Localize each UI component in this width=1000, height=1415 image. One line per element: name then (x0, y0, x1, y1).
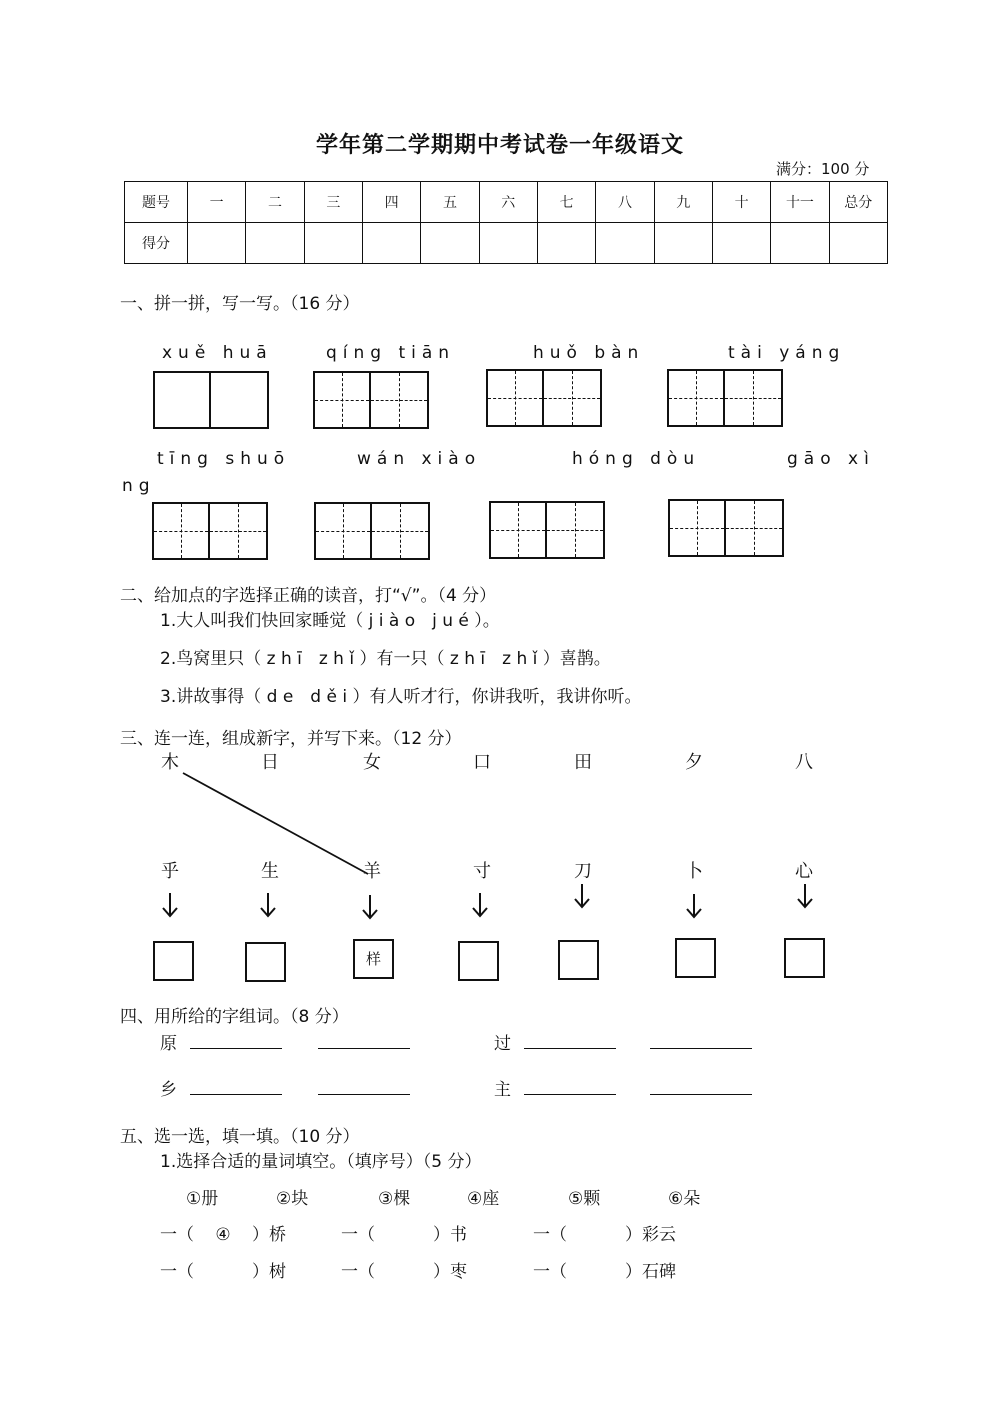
answer-box[interactable] (153, 941, 194, 981)
fill-prefix: 一（ (341, 1225, 375, 1245)
given-char: 主 (494, 1080, 511, 1100)
section3-heading: 三、连一连，组成新字，并写下来。（12 分） (120, 729, 462, 749)
full-score: 满分：100 分 (776, 160, 870, 178)
score-table-col: 总分 (829, 182, 887, 223)
pinyin-label: huǒ bàn (533, 343, 645, 363)
page-title: 学年第二学期期中考试卷一年级语文 (315, 133, 684, 158)
top-char[interactable]: 女 (363, 752, 381, 773)
option: ④座 (467, 1189, 500, 1209)
top-char[interactable]: 日 (261, 752, 279, 773)
fill-item (160, 1220, 286, 1245)
score-table-col: 一 (188, 182, 246, 223)
fill-item (533, 1257, 676, 1282)
word-row (494, 1075, 752, 1100)
fill-suffix: ）桥 (252, 1225, 286, 1245)
score-table-col: 四 (362, 182, 420, 223)
fill-item (341, 1257, 467, 1282)
down-arrow-icon (258, 893, 278, 919)
score-table-col: 十 (712, 182, 770, 223)
given-char: 乡 (160, 1080, 177, 1100)
fill-blank[interactable]: ④ (215, 1225, 231, 1245)
answer-line[interactable] (190, 1076, 282, 1095)
fill-prefix: 一（ (341, 1262, 375, 1282)
fill-item (160, 1257, 286, 1282)
fill-prefix: 一（ (160, 1262, 194, 1282)
given-char: 原 (160, 1034, 177, 1054)
score-table-col: 七 (537, 182, 595, 223)
pinyin-label: wán xiào (357, 449, 482, 469)
down-arrow-icon (160, 893, 180, 919)
option: ③棵 (378, 1189, 411, 1209)
answer-line[interactable] (650, 1030, 752, 1049)
score-table-col: 六 (479, 182, 537, 223)
down-arrow-icon (572, 884, 592, 910)
fill-suffix: ）枣 (433, 1262, 467, 1282)
score-table-col: 十一 (771, 182, 829, 223)
answer-box[interactable] (784, 938, 825, 978)
score-table-col: 九 (654, 182, 712, 223)
pinyin-label: xuě huā (162, 343, 273, 363)
down-arrow-icon (470, 893, 490, 919)
fill-suffix: ）石碑 (625, 1262, 676, 1282)
section4-heading: 四、用所给的字组词。（8 分） (120, 1007, 349, 1027)
top-char[interactable]: 木 (161, 752, 179, 773)
top-char[interactable]: 夕 (685, 752, 703, 773)
answer-line[interactable] (318, 1030, 410, 1049)
section2-heading: 二、给加点的字选择正确的读音，打“√”。（4 分） (120, 586, 497, 606)
bottom-char[interactable]: 寸 (473, 861, 491, 882)
pinyin-label: qíng tiān (326, 343, 456, 363)
pinyin-label: gāo xì (787, 449, 875, 469)
pinyin-label: tài yáng (728, 343, 846, 363)
question-2-3: 3.讲故事得（ d e d ě i ）有人听才行，你讲我听，我讲你听。 (160, 687, 642, 707)
section1-heading: 一、拼一拼，写一写。（16 分） (120, 294, 360, 314)
bottom-char[interactable]: 乎 (161, 861, 179, 882)
answer-line[interactable] (190, 1030, 282, 1049)
top-char[interactable]: 八 (795, 752, 813, 773)
top-char[interactable]: 口 (473, 752, 491, 773)
answer-box[interactable] (675, 938, 716, 978)
bottom-char[interactable]: 生 (261, 861, 279, 882)
down-arrow-icon (795, 884, 815, 910)
score-table-col: 八 (596, 182, 654, 223)
fill-item (341, 1220, 467, 1245)
question-2-1: 1.大人叫我们快回家睡觉（ j i à o j u é ）。 (160, 611, 500, 631)
fill-suffix: ）树 (252, 1262, 286, 1282)
fill-suffix: ）书 (433, 1225, 467, 1245)
fill-suffix: ）彩云 (625, 1225, 676, 1245)
top-char[interactable]: 田 (574, 752, 592, 773)
score-table-score-label: 得分 (125, 223, 188, 264)
bottom-char[interactable]: 羊 (363, 861, 381, 882)
bottom-char[interactable]: 卜 (685, 861, 703, 882)
bottom-char[interactable]: 刀 (574, 861, 592, 882)
pinyin-label: hóng dòu (572, 449, 701, 469)
fill-item (533, 1220, 676, 1245)
down-arrow-icon (360, 895, 380, 921)
score-table-col: 三 (304, 182, 362, 223)
score-table-col: 二 (246, 182, 304, 223)
score-table-header-label: 题号 (125, 182, 188, 223)
answer-box[interactable] (458, 941, 499, 981)
word-row (494, 1029, 752, 1054)
down-arrow-icon (684, 894, 704, 920)
option: ⑤颗 (568, 1189, 601, 1209)
answer-line[interactable] (650, 1076, 752, 1095)
option: ②块 (276, 1189, 309, 1209)
answer-box[interactable] (558, 940, 599, 980)
section5-heading: 五、选一选，填一填。（10 分） (120, 1127, 360, 1147)
question-2-2: 2.鸟窝里只（ z h ī z h ǐ ）有一只（ z h ī z h ǐ ）喜鹊。 (160, 649, 611, 669)
pinyin-label: tīng shuō (157, 449, 291, 469)
fill-prefix: 一（ (160, 1225, 194, 1245)
bottom-char[interactable]: 心 (795, 861, 813, 882)
pinyin-wrap: ng (122, 476, 156, 496)
option: ⑥朵 (668, 1189, 701, 1209)
section5-sub1: 1.选择合适的量词填空。（填序号）（5 分） (160, 1152, 482, 1172)
answer-line[interactable] (318, 1076, 410, 1095)
word-row (160, 1075, 410, 1100)
given-char: 过 (494, 1034, 511, 1054)
answer-box[interactable]: 样 (353, 939, 394, 979)
fill-prefix: 一（ (533, 1225, 567, 1245)
answer-box[interactable] (245, 942, 286, 982)
answer-line[interactable] (524, 1030, 616, 1049)
word-row (160, 1029, 410, 1054)
answer-line[interactable] (524, 1076, 616, 1095)
fill-prefix: 一（ (533, 1262, 567, 1282)
score-table-col: 五 (421, 182, 479, 223)
option: ①册 (186, 1189, 219, 1209)
